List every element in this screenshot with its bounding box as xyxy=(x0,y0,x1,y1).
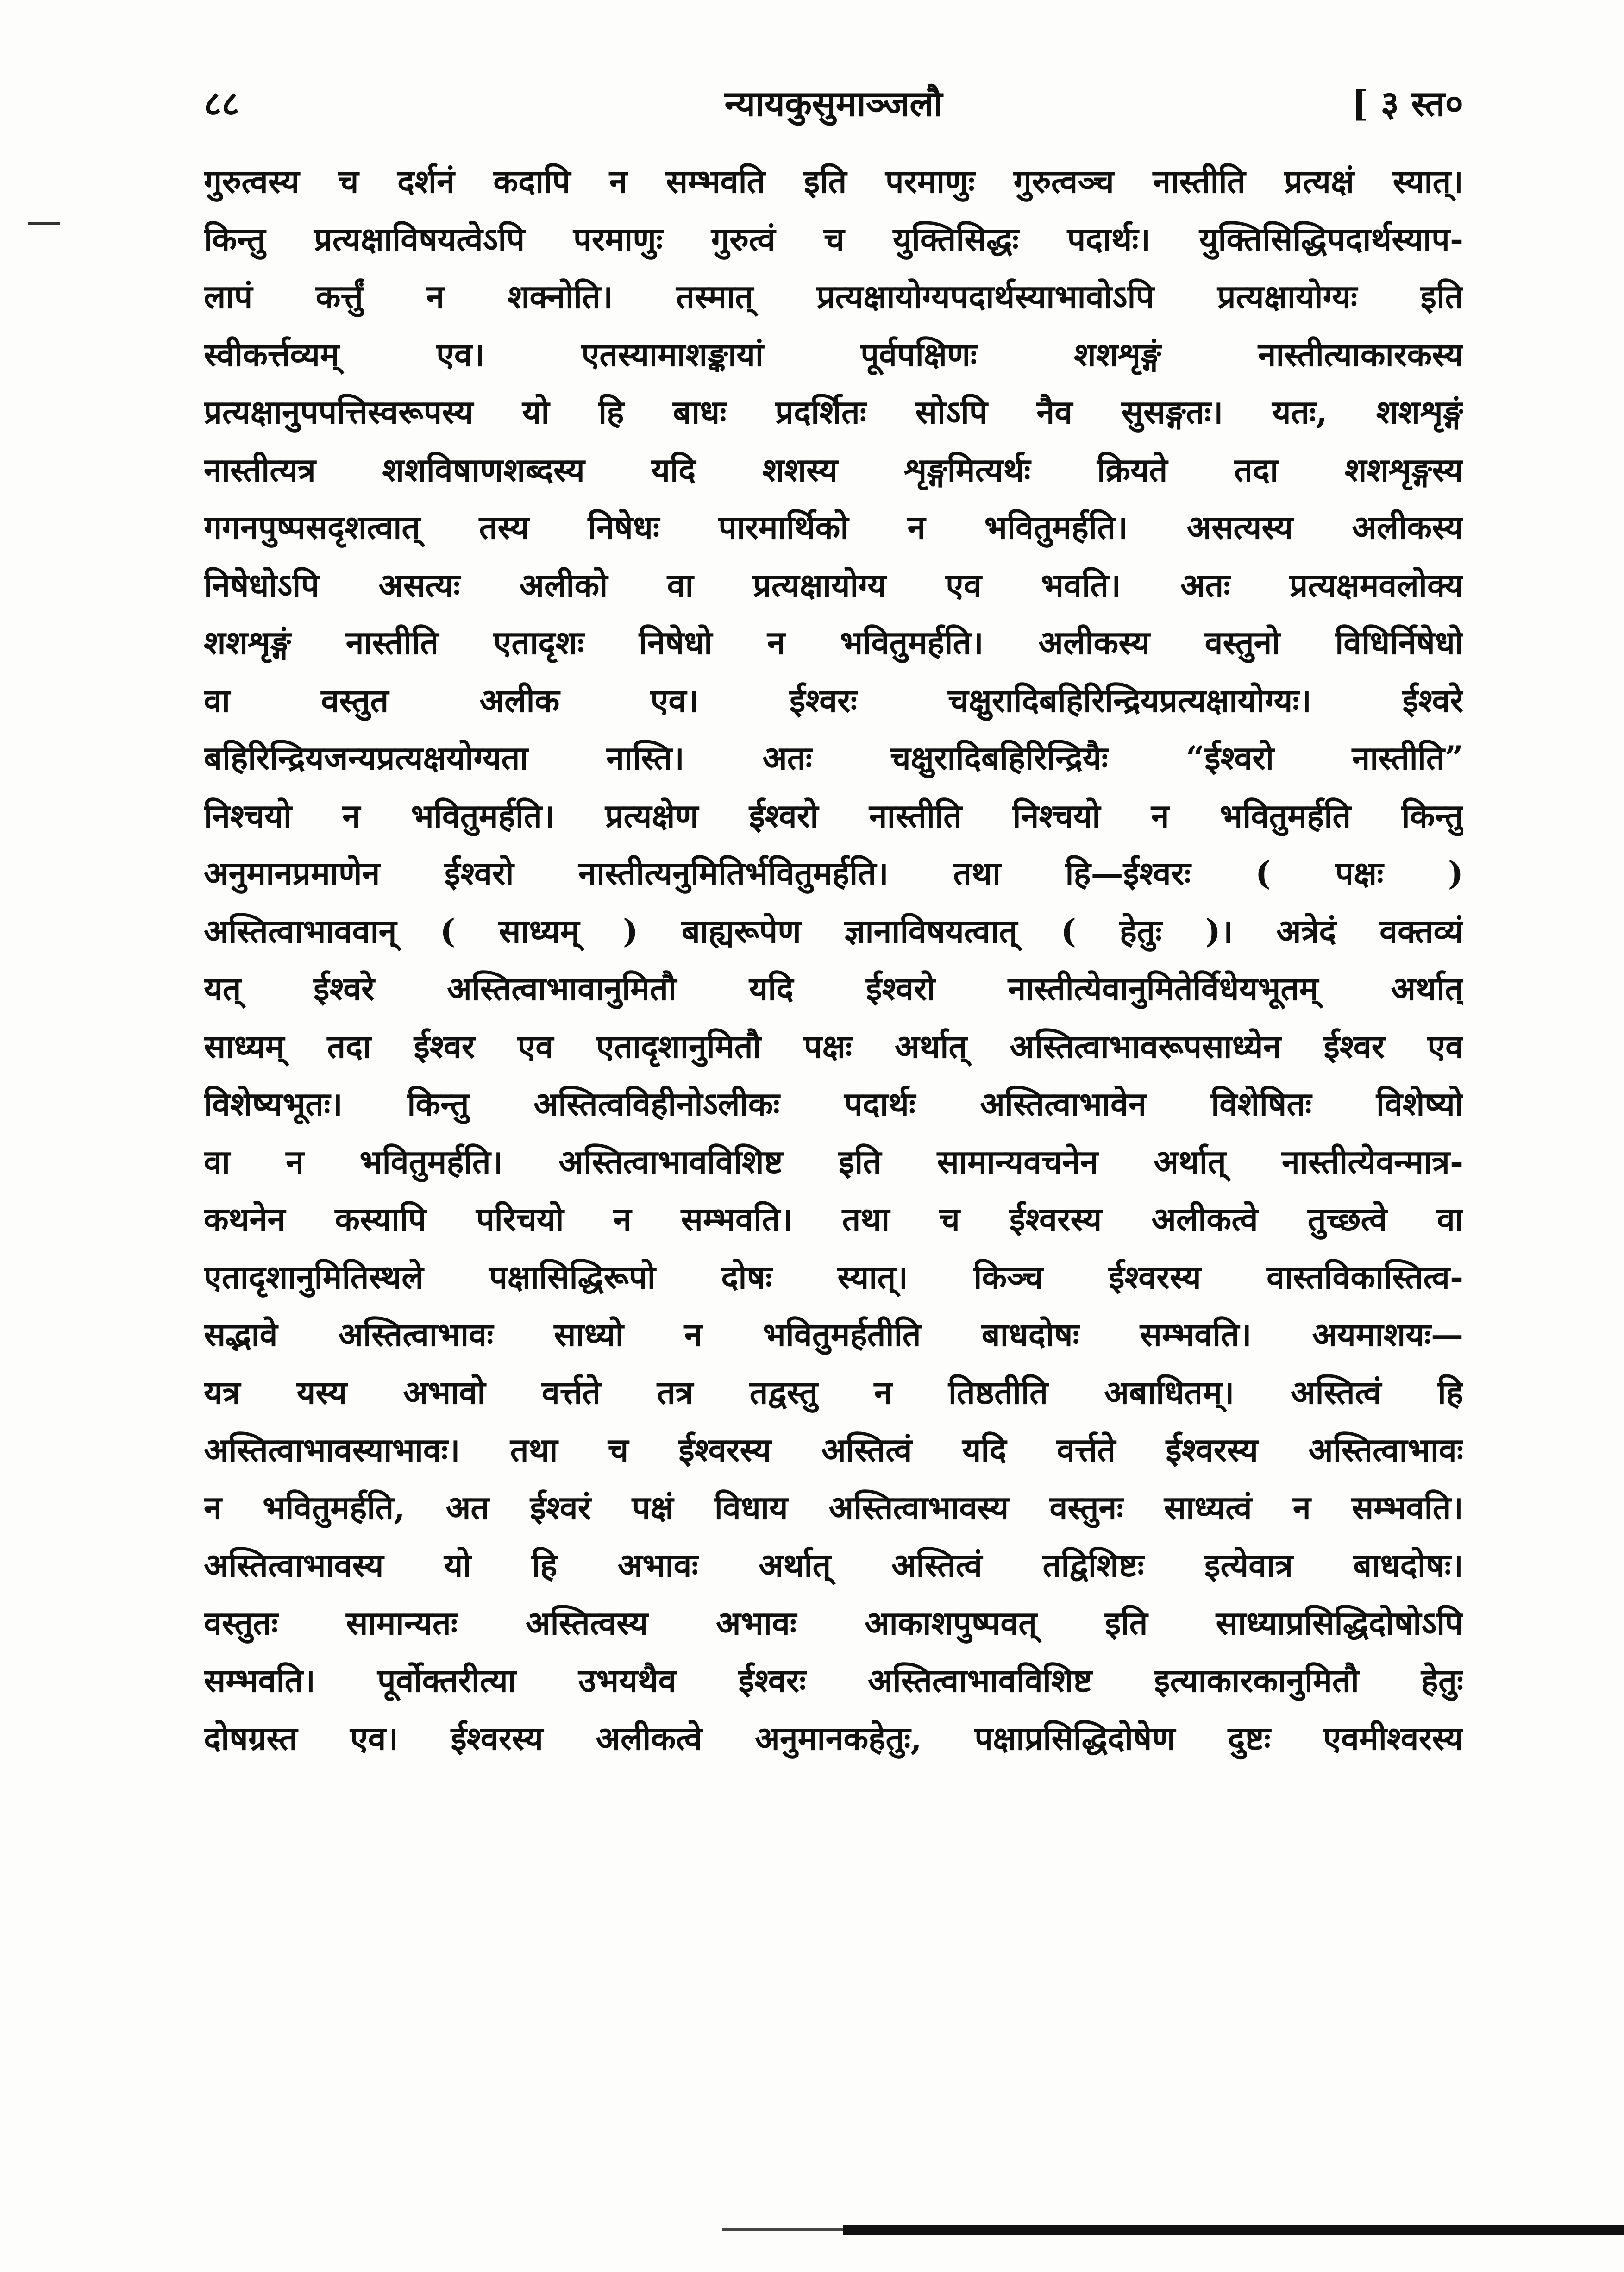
page-number: ८८ xyxy=(204,84,239,124)
text-line: यत् ईश्वरे अस्तित्वाभावानुमितौ यदि ईश्वरो नास्तीत्येवानुमितेर्विधेयभूतम् अर्थात् xyxy=(204,969,1463,1008)
text-line: दोषग्रस्त एव। ईश्वरस्य अलीकत्वे अनुमानकहेतुः, पक्षाप्रसिद्धिदोषेण दुष्टः एवमीश्वरस्य xyxy=(204,1719,1463,1757)
text-line: वस्तुतः सामान्यतः अस्तित्वस्य अभावः आकाशपुष्पवत् इति साध्याप्रसिद्धिदोषोऽपि xyxy=(204,1603,1463,1642)
text-line: वा वस्तुत अलीक एव। ईश्वरः चक्षुरादिबहिरिन्द्रियप्रत्यक्षायोग्यः। ईश्वरे xyxy=(204,681,1463,720)
text-line: किन्तु प्रत्यक्षाविषयत्वेऽपि परमाणुः गुरुत्वं च युक्तिसिद्धः पदार्थः। युक्तिसिद्धिपदार्थस्याप- xyxy=(204,220,1463,258)
text-line: कथनेन कस्यापि परिचयो न सम्भवति। तथा च ईश्वरस्य अलीकत्वे तुच्छत्वे वा xyxy=(204,1200,1463,1238)
text-line: एतादृशानुमितिस्थले पक्षासिद्धिरूपो दोषः स्यात्। किञ्च ईश्वरस्य वास्तविकास्तित्व- xyxy=(204,1257,1463,1296)
text-line: निश्चयो न भवितुमर्हति। प्रत्यक्षेण ईश्वरो नास्तीति निश्चयो न भवितुमर्हति किन्तु xyxy=(204,796,1463,835)
text-line: साध्यम् तदा ईश्वर एव एतादृशानुमितौ पक्षः अर्थात् अस्तित्वाभावरूपसाध्येन ईश्वर एव xyxy=(204,1027,1463,1066)
text-line: गुरुत्वस्य च दर्शनं कदापि न सम्भवति इति परमाणुः गुरुत्वञ्च नास्तीति प्रत्यक्षं स्यात्। xyxy=(204,162,1463,201)
text-line: अस्तित्वाभावस्याभावः। तथा च ईश्वरस्य अस्तित्वं यदि वर्त्तते ईश्वरस्य अस्तित्वाभावः xyxy=(204,1431,1463,1469)
text-line: गगनपुष्पसदृशत्वात् तस्य निषेधः पारमार्थिको न भवितुमर्हति। असत्यस्य अलीकस्य xyxy=(204,508,1463,546)
text-line: प्रत्यक्षानुपपत्तिस्वरूपस्य यो हि बाधः प्रदर्शितः सोऽपि नैव सुसङ्गतः। यतः, शशशृङ्गं xyxy=(204,393,1463,431)
text-line: बहिरिन्द्रियजन्यप्रत्यक्षयोग्यता नास्ति। अतः चक्षुरादिबहिरिन्द्रियैः “ईश्वरो नास्तीति” xyxy=(204,739,1463,777)
running-title: न्यायकुसुमाञ्जलौ xyxy=(724,83,943,124)
text-line: सद्भावे अस्तित्वाभावः साध्यो न भवितुमर्हतीति बाधदोषः सम्भवति। अयमाशयः— xyxy=(204,1315,1463,1354)
bottom-rule xyxy=(843,2225,1624,2235)
text-line: न भवितुमर्हति, अत ईश्वरं पक्षं विधाय अस्तित्वाभावस्य वस्तुनः साध्यत्वं न सम्भवति। xyxy=(204,1488,1463,1527)
text-line: अस्तित्वाभावस्य यो हि अभावः अर्थात् अस्तित्वं तद्विशिष्टः इत्येवात्र बाधदोषः। xyxy=(204,1546,1463,1584)
body-text xyxy=(204,153,1463,1767)
text-line: निषेधोऽपि असत्यः अलीको वा प्रत्यक्षायोग्य एव भवति। अतः प्रत्यक्षमवलोक्य xyxy=(204,565,1463,604)
text-line: स्वीकर्त्तव्यम् एव। एतस्यामाशङ्कायां पूर्वपक्षिणः शशशृङ्गं नास्तीत्याकारकस्य xyxy=(204,335,1463,374)
page-header xyxy=(204,79,1463,139)
text-line: नास्तीत्यत्र शशविषाणशब्दस्य यदि शशस्य शृङ्गमित्यर्थः क्रियते तदा शशशृङ्गस्य xyxy=(204,450,1463,489)
text-line: सम्भवति। पूर्वोक्तरीत्या उभयथैव ईश्वरः अस्तित्वाभावविशिष्ट इत्याकारकानुमितौ हेतुः xyxy=(204,1661,1463,1700)
text-line: शशशृङ्गं नास्तीति एतादृशः निषेधो न भवितुमर्हति। अलीकस्य वस्तुनो विधिर्निषेधो xyxy=(204,623,1463,662)
text-line: विशेष्यभूतः। किन्तु अस्तित्वविहीनोऽलीकः पदार्थः अस्तित्वाभावेन विशेषितः विशेष्यो xyxy=(204,1085,1463,1123)
bottom-rule-tail xyxy=(722,2228,843,2231)
text-line: वा न भवितुमर्हति। अस्तित्वाभावविशिष्ट इति सामान्यवचनेन अर्थात् नास्तीत्येवन्मात्र- xyxy=(204,1142,1463,1181)
text-line: लापं कर्त्तुं न शक्नोति। तस्मात् प्रत्यक्षायोग्यपदार्थस्याभावोऽपि प्रत्यक्षायोग्यः इति xyxy=(204,277,1463,316)
margin-mark xyxy=(28,222,60,225)
section-reference: [ ३ स्त० xyxy=(1352,83,1463,124)
text-line: अनुमानप्रमाणेन ईश्वरो नास्तीत्यनुमितिर्भवितुमर्हति। तथा हि—ईश्वरः ( पक्षः ) xyxy=(204,854,1463,892)
text-line: यत्र यस्य अभावो वर्त्तते तत्र तद्वस्तु न तिष्ठतीति अबाधितम्। अस्तित्वं हि xyxy=(204,1373,1463,1412)
text-line: अस्तित्वाभाववान् ( साध्यम् ) बाह्यरूपेण ज्ञानाविषयत्वात् ( हेतुः )। अत्रेदं वक्तव्यं xyxy=(204,911,1463,950)
